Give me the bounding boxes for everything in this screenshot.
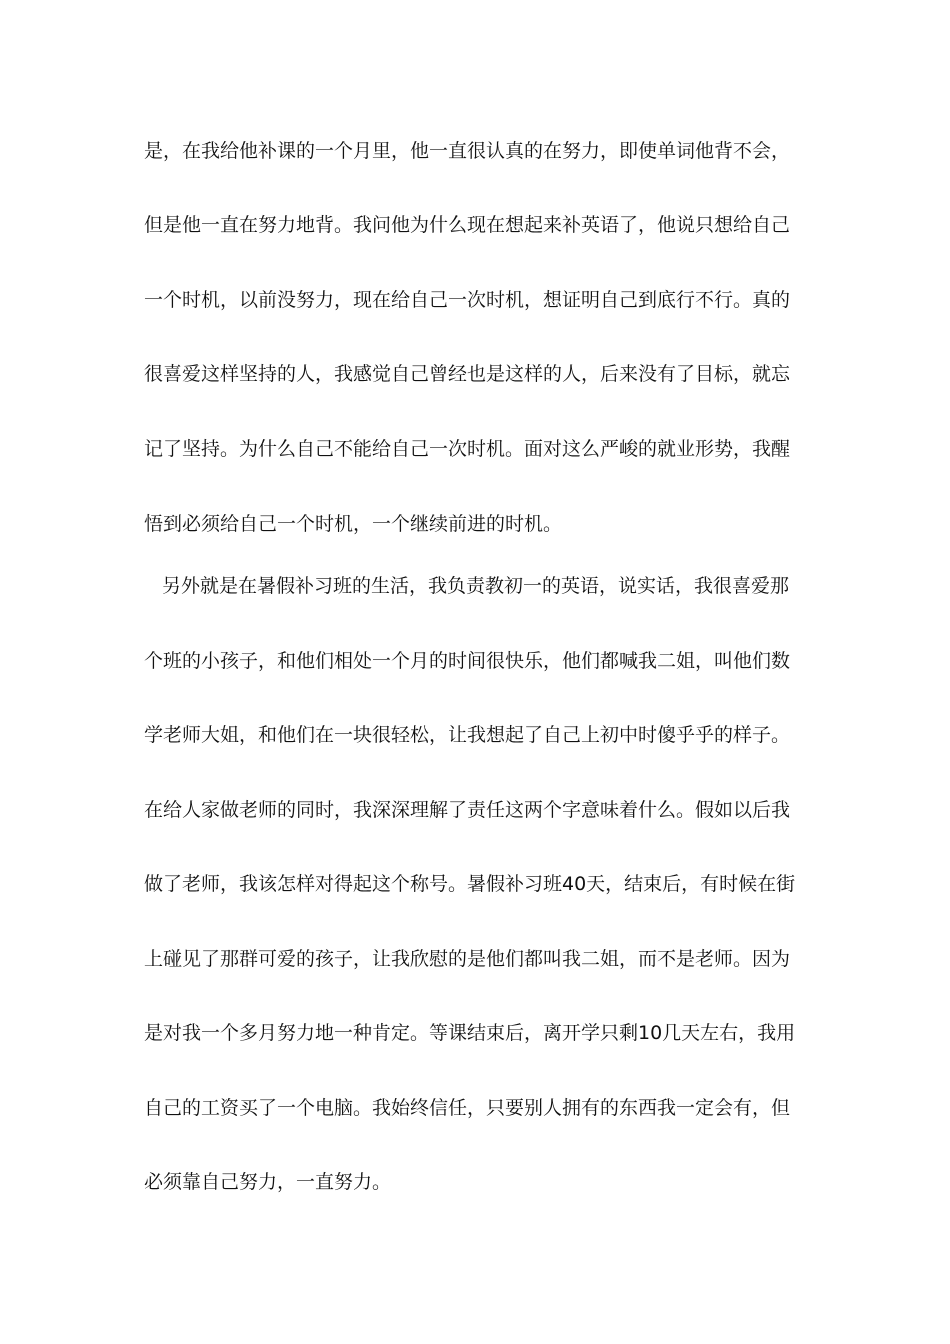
text-line: 悟到必须给自己一个时机，一个继续前进的时机。: [144, 513, 563, 535]
text-line: 自己的工资买了一个电脑。我始终信任，只要别人拥有的东西我一定会有，但: [144, 1097, 791, 1119]
text-line: 是，在我给他补课的一个月里，他一直很认真的在努力，即使单词他背不会，: [144, 140, 791, 162]
text-line: 必须靠自己努力，一直努力。: [144, 1171, 392, 1193]
text-line: 上碰见了那群可爱的孩子，让我欣慰的是他们都叫我二姐，而不是老师。因为: [144, 948, 791, 970]
text-line: 很喜爱这样坚持的人，我感觉自己曾经也是这样的人，后来没有了目标，就忘: [144, 363, 791, 385]
text-line: 在给人家做老师的同时，我深深理解了责任这两个字意味着什么。假如以后我: [144, 799, 791, 821]
text-line: 学老师大姐，和他们在一块很轻松，让我想起了自己上初中时傻乎乎的样子。: [144, 724, 791, 746]
text-line: 做了老师，我该怎样对得起这个称号。暑假补习班40天，结束后，有时候在街: [144, 873, 796, 895]
text-line: 是对我一个多月努力地一种肯定。等课结束后，离开学只剩10几天左右，我用: [144, 1022, 796, 1044]
text-line: 但是他一直在努力地背。我问他为什么现在想起来补英语了，他说只想给自己: [144, 214, 791, 236]
text-line: 记了坚持。为什么自己不能给自己一次时机。面对这么严峻的就业形势，我醒: [144, 438, 791, 460]
text-line: 个班的小孩子，和他们相处一个月的时间很快乐，他们都喊我二姐，叫他们数: [144, 650, 791, 672]
text-line: 一个时机，以前没努力，现在给自己一次时机，想证明自己到底行不行。真的: [144, 289, 791, 311]
text-line-paragraph-start: 另外就是在暑假补习班的生活，我负责教初一的英语，说实话，我很喜爱那: [162, 575, 790, 597]
